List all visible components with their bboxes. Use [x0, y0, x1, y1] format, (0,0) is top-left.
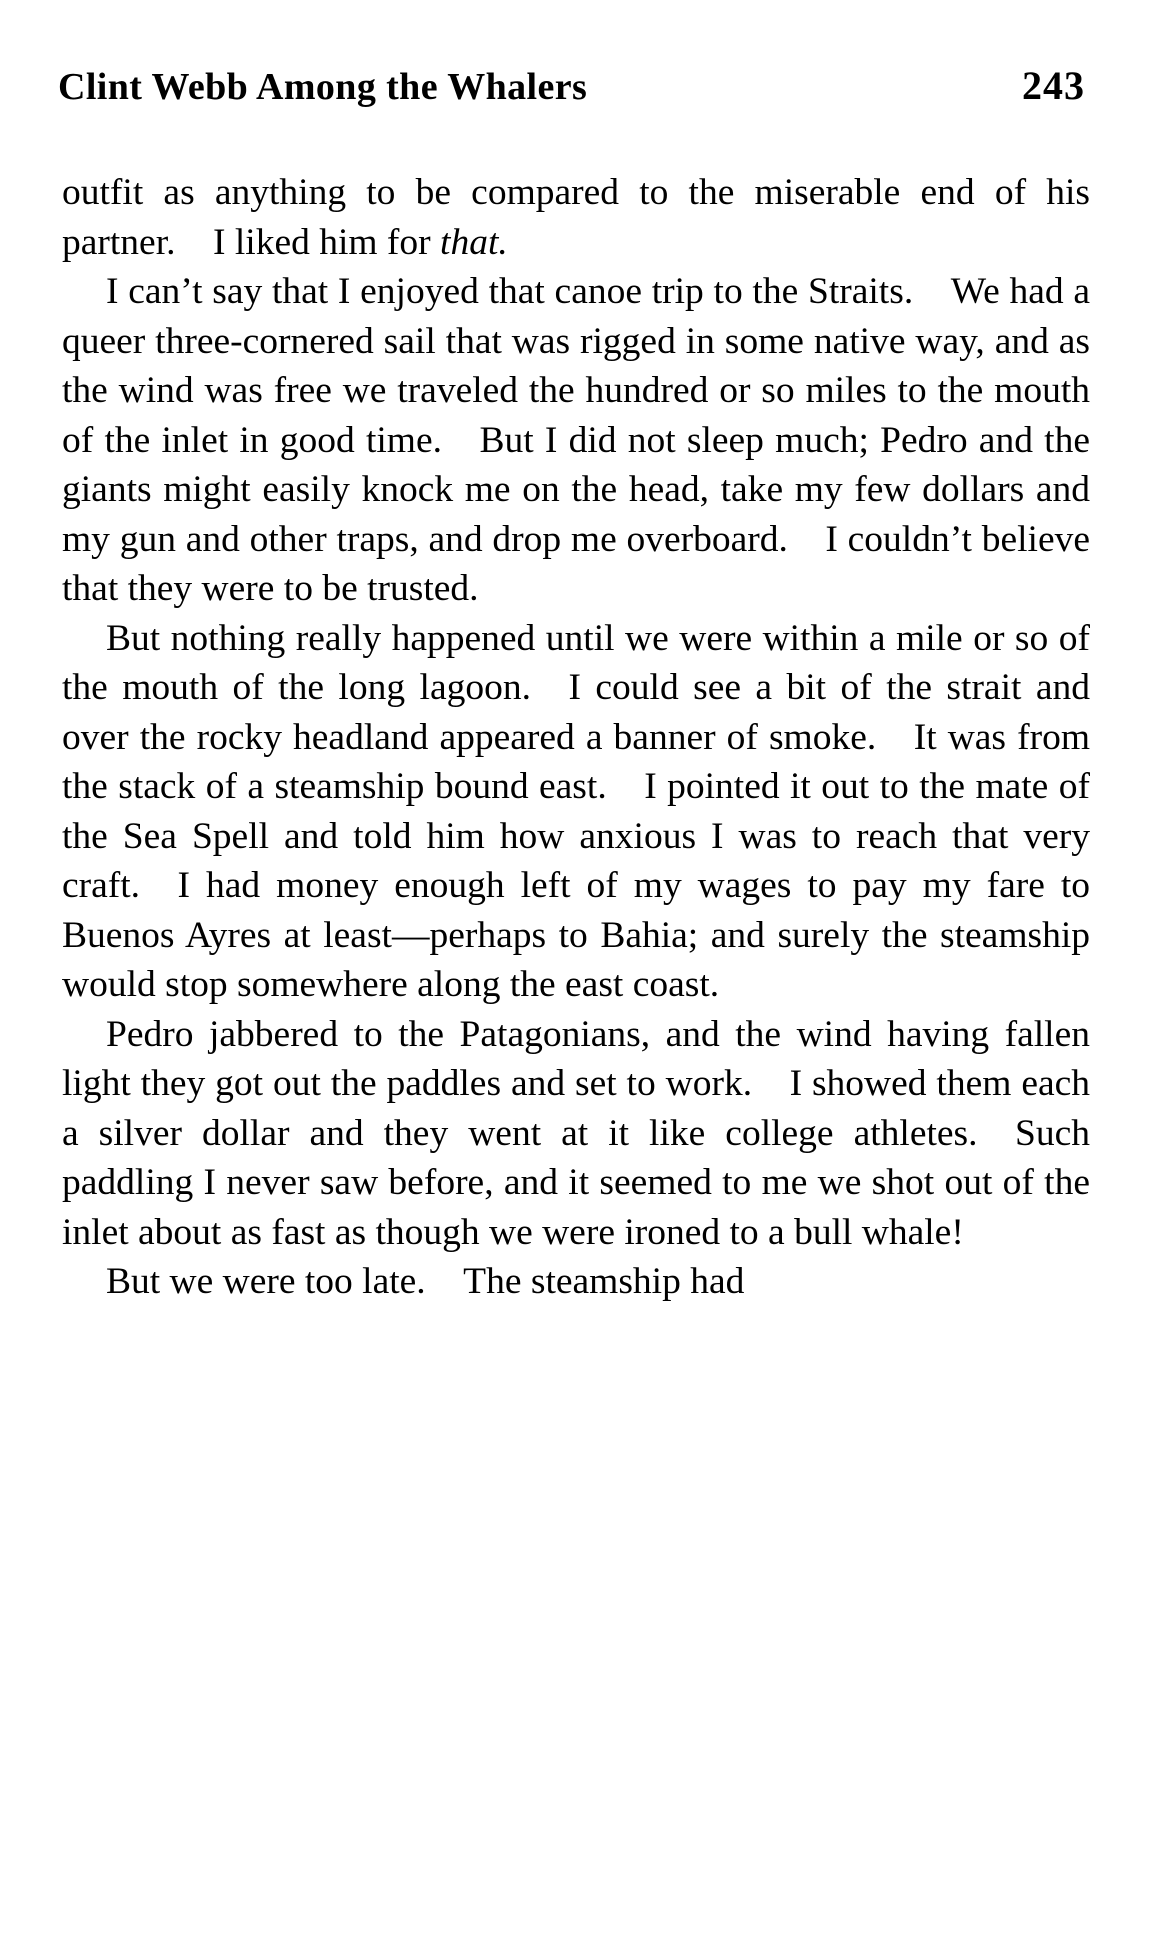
paragraph: outfit as anything to be compared to the miserable end of his partner. I liked him for that. [62, 172, 1090, 263]
paragraph: But we were too late. The steamship had [106, 1261, 745, 1302]
paragraph: I can’t say that I enjoyed that canoe trip to the Straits. We had a queer three-cornered sail that was rigged in some native way, and as the wind was free we traveled the hundred or so miles to the mouth of the inlet in good time. But I did not sleep much; Pedro and the giants might easily knock me on the head, take my few dollars and my gun and other traps, and drop me overboard. I couldn’t believe that they were to be trusted. [62, 271, 1090, 609]
running-head [58, 62, 1097, 109]
body-text [62, 168, 1090, 1307]
paragraph: But nothing really happened until we were within a mile or so of the mouth of the long lagoon. I could see a bit of the strait and over the rocky headland appeared a banner of smoke. It was from the stack of a steamship bound east. I pointed it out to the mate of the Sea Spell and told him how anxious I was to reach that very craft. I had money enough left of my wages to pay my fare to Buenos Ayres at least—perhaps to Bahia; and surely the steamship would stop somewhere along the east coast. [62, 617, 1090, 1005]
page-number: 243 [1022, 63, 1085, 108]
running-head-title: Clint Webb Among the Whalers [58, 66, 588, 108]
paragraph: Pedro jabbered to the Patagonians, and the wind having fallen light they got out the paddles and set to work. I showed them each a silver dollar and they went at it like college athletes. Such paddling I never saw before, and it seemed to me we shot out of the inlet about as fast as though we were ironed to a bull whale! [62, 1013, 1090, 1253]
